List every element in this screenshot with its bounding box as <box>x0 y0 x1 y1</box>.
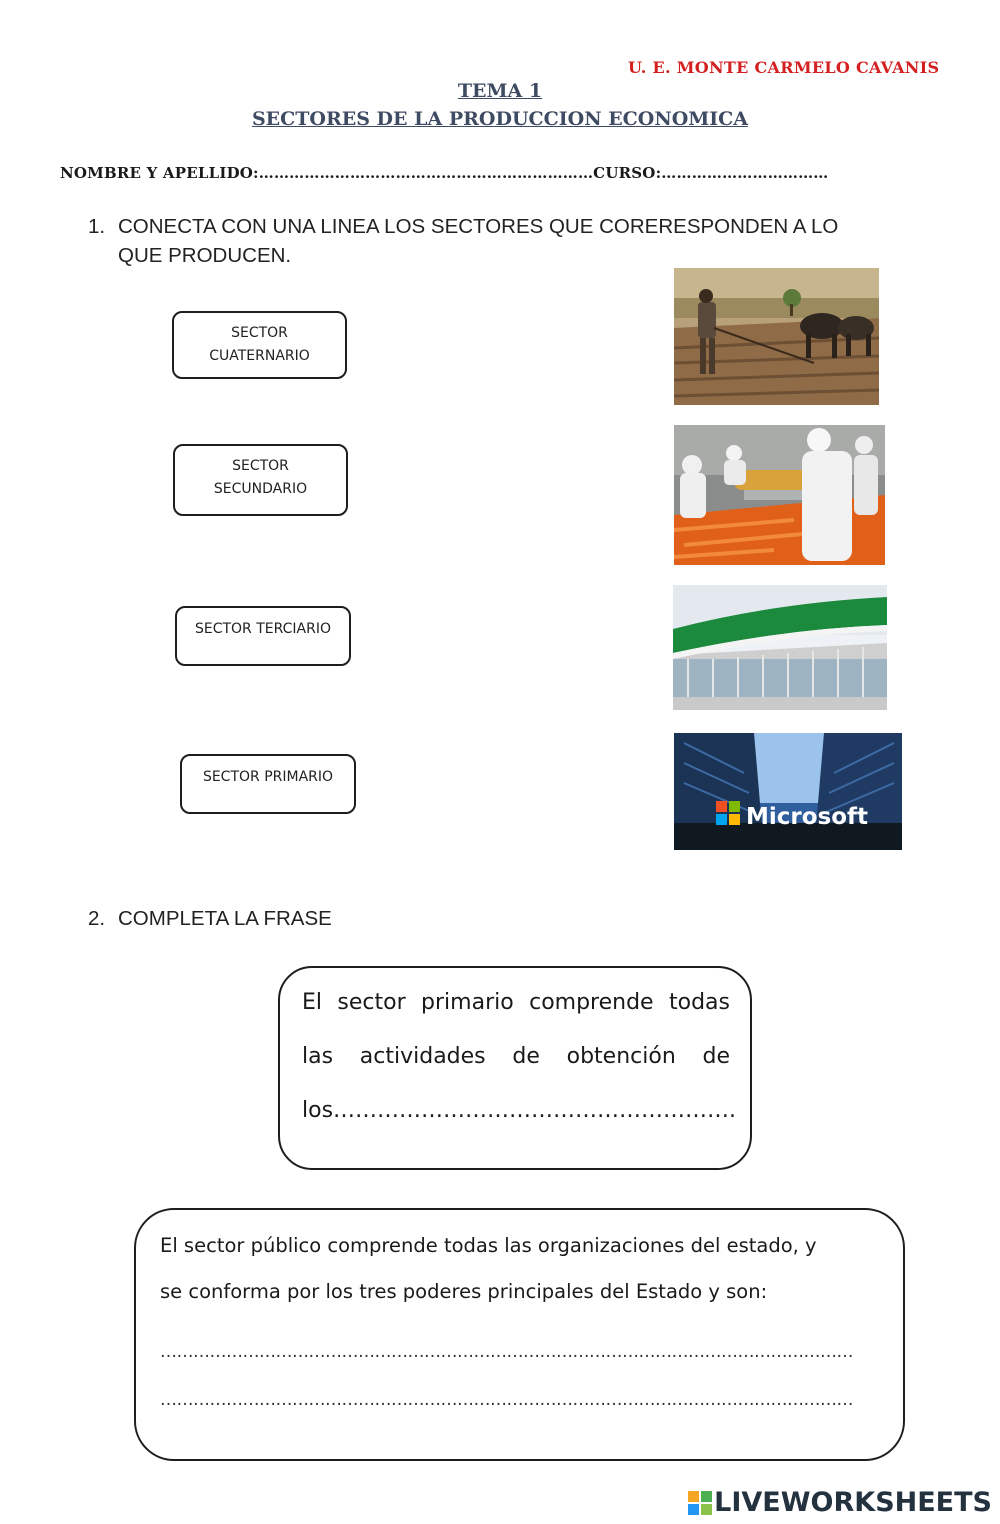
name-course-line: NOMBRE Y APELLIDO:…………………………………………………………CURSO:…………………………… <box>60 164 829 182</box>
sector-label-line2: CUATERNARIO <box>209 348 310 364</box>
question-2 <box>88 904 688 934</box>
sentence-2-text <box>160 1223 880 1315</box>
farmer-plowing-image[interactable] <box>674 268 879 405</box>
question-text: COMPLETA LA FRASE <box>118 907 332 930</box>
school-name: U. E. MONTE CARMELO CAVANIS <box>628 58 940 77</box>
sector-box-secundario[interactable] <box>173 444 348 516</box>
sector-label-line2: SECUNDARIO <box>213 481 308 497</box>
sector-label-line1: SECTOR <box>231 325 288 341</box>
sentence-2-line2: se conforma por los tres poderes principales del Estado y son: <box>160 1280 768 1303</box>
question-number: 1. <box>88 215 106 238</box>
question-text-line1: CONECTA CON UNA LINEA LOS SECTORES QUE CORERESPONDEN A LO <box>118 215 839 238</box>
liveworksheets-logo <box>688 1487 992 1518</box>
supermarket-image[interactable] <box>673 585 887 710</box>
sector-box-primario[interactable] <box>180 754 356 814</box>
sentence-1-blank-line[interactable]: los………………………………………………. <box>302 1098 737 1123</box>
microsoft-building-image[interactable] <box>674 733 902 850</box>
topic-title: TEMA 1 <box>457 80 543 102</box>
question-1 <box>88 212 968 272</box>
microsoft-sign-text: Microsoft <box>746 804 869 830</box>
complete-sentence-box-2 <box>134 1208 905 1461</box>
complete-sentence-box-1 <box>278 966 752 1170</box>
brand-text: LIVEWORKSHEETS <box>714 1487 992 1518</box>
sector-label: SECTOR PRIMARIO <box>202 769 334 785</box>
sentence-1-line2: las actividades de obtención de <box>302 1044 730 1069</box>
liveworksheets-icon <box>688 1491 712 1515</box>
sentence-2-line1: El sector público comprende todas las organizaciones del estado, y <box>160 1234 817 1257</box>
question-text-line2: QUE PRODUCEN. <box>118 244 292 267</box>
sector-label: SECTOR TERCIARIO <box>194 621 332 637</box>
question-number: 2. <box>88 907 106 930</box>
worksheet-title: SECTORES DE LA PRODUCCION ECONOMICA <box>251 108 749 130</box>
sector-box-cuaternario[interactable] <box>172 311 347 379</box>
sentence-1-text <box>302 976 737 1138</box>
sector-label-line1: SECTOR <box>232 458 289 474</box>
answer-blank-line-1[interactable]: ……………………………………………………………………………………………………………… <box>160 1342 853 1362</box>
factory-image[interactable] <box>674 425 885 565</box>
sector-box-terciario[interactable] <box>175 606 351 666</box>
answer-blank-line-2[interactable]: ……………………………………………………………………………………………………………… <box>160 1390 853 1410</box>
sentence-1-line1: El sector primario comprende todas <box>302 990 730 1015</box>
